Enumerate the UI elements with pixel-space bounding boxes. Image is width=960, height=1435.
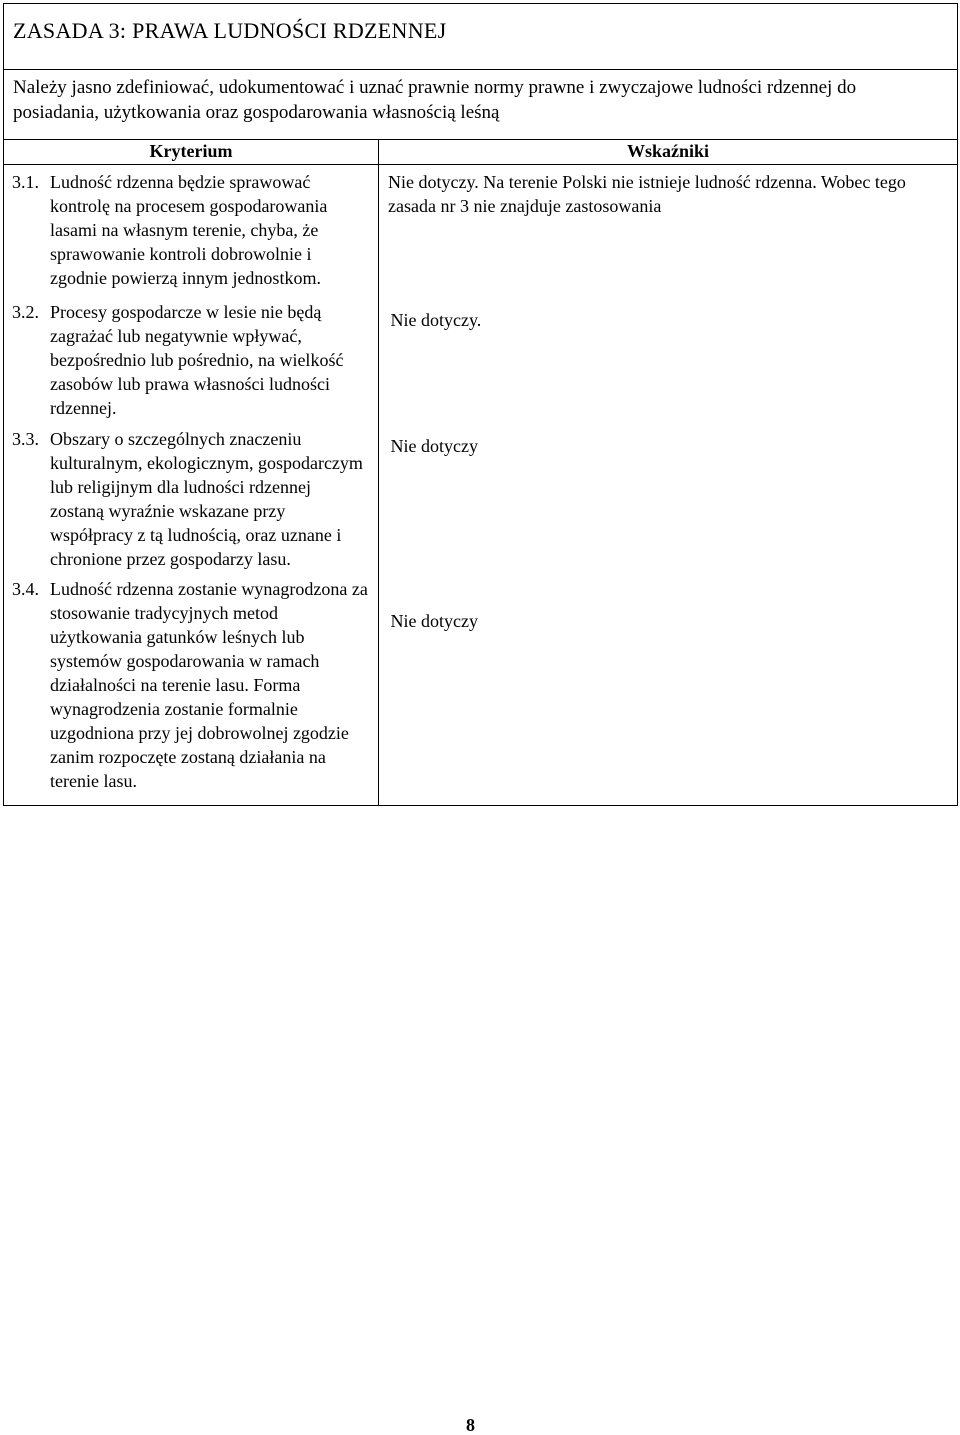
criterion-number: 3.1. (12, 172, 39, 192)
principle-description: Należy jasno zdefiniować, udokumentować i uznać prawnie normy prawne i zwyczajowe ludności rdzennej do posiadania, użytkowania oraz gospodarowania własnością leśną (4, 70, 958, 140)
principle-table (3, 3, 958, 806)
criterion-text: Procesy gospodarcze w lesie nie będą zagrażać lub negatywnie wpływać, bezpośrednio lub pośrednio, na wielkość zasobów lub prawa własności ludności rdzennej. (50, 302, 344, 418)
indicators-cell (379, 165, 958, 806)
indicator-item: Nie dotyczy. (390, 309, 482, 330)
criterion-number: 3.4. (12, 579, 39, 599)
criterion-item (12, 427, 368, 571)
criterion-number: 3.2. (12, 302, 39, 322)
indicator-item: Nie dotyczy. Na terenie Polski nie istnieje ludność rdzenna. Wobec tego zasada nr 3 nie znajduje zastosowania (388, 172, 906, 216)
criterion-text: Obszary o szczególnych znaczeniu kulturalnym, ekologicznym, gospodarczym lub religijnym dla ludności rdzennej zostaną wyraźnie wskazane przy współpracy z tą ludnością, oraz uznane i chronione przez gospodarzy lasu. (50, 429, 363, 569)
page-number: 8 (466, 1415, 475, 1435)
criterion-column-header: Kryterium (4, 140, 379, 165)
criterion-item (12, 577, 368, 793)
criterion-number: 3.3. (12, 429, 39, 449)
criterion-text: Ludność rdzenna zostanie wynagrodzona za stosowanie tradycyjnych metod użytkowania gatunków leśnych lub systemów gospodarowania w ramach działalności na terenie lasu. Forma wynagrodzenia zostanie formalnie uzgodniona przy jej dobrowolnej zgodzie zanim rozpoczęte zostaną działania na terenie lasu. (50, 579, 368, 791)
indicator-item: Nie dotyczy (390, 610, 478, 631)
principle-title: ZASADA 3: PRAWA LUDNOŚCI RDZENNEJ (4, 4, 958, 70)
criterion-item (12, 300, 368, 420)
criterion-text: Ludność rdzenna będzie sprawować kontrolę na procesem gospodarowania lasami na własnym terenie, chyba, że sprawowanie kontroli dobrowolnie i zgodnie powierzą innym jednostkom. (50, 172, 328, 288)
indicators-column-header: Wskaźniki (379, 140, 958, 165)
indicator-item: Nie dotyczy (390, 435, 478, 456)
criteria-cell (4, 165, 379, 806)
criterion-item (12, 170, 368, 290)
